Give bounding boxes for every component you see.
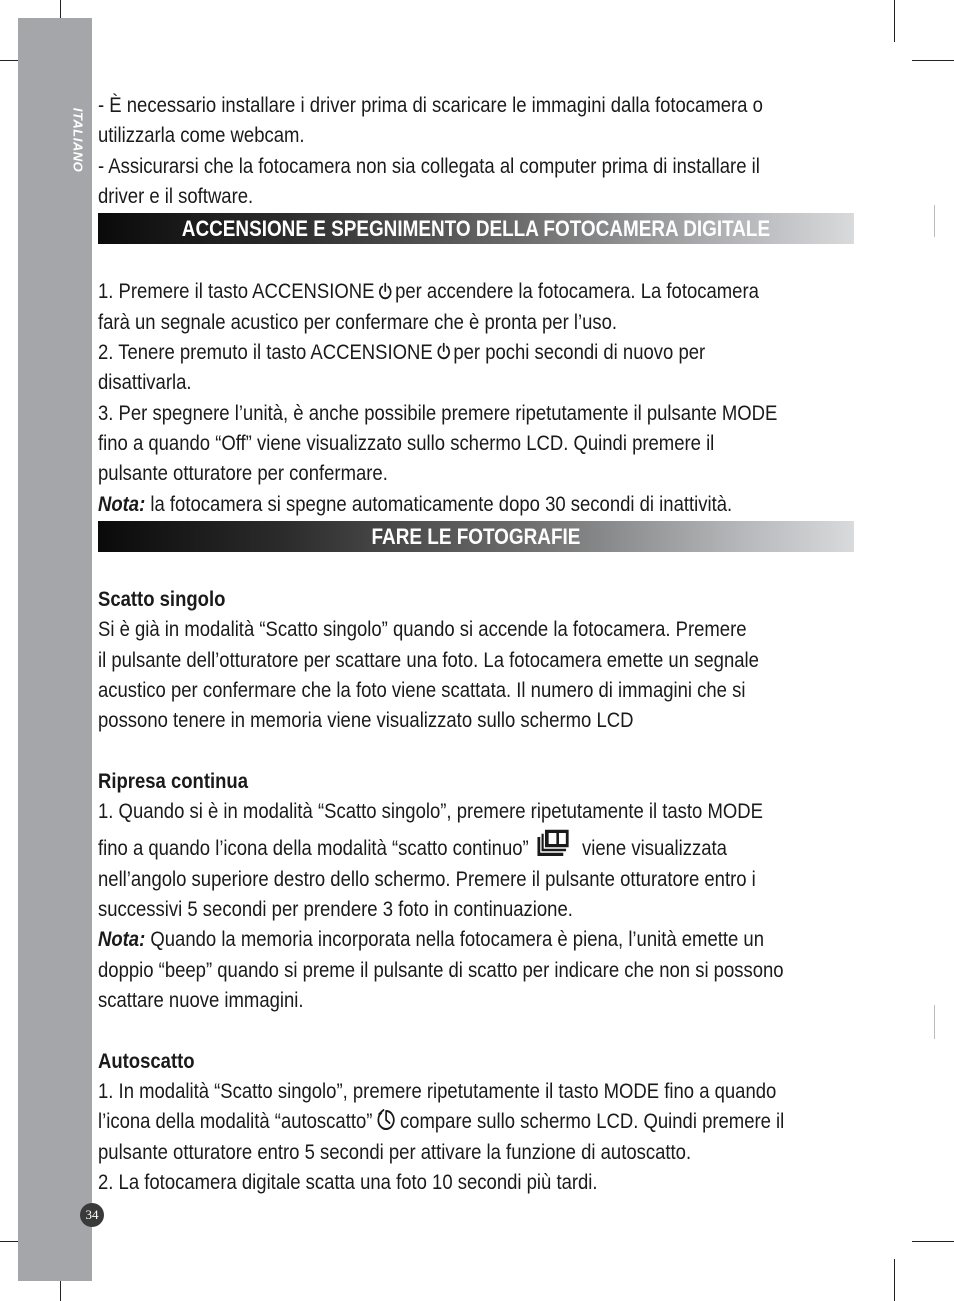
timer-line: pulsante otturatore entro 5 secondi per attivare la funzione di autoscatto.: [98, 1139, 692, 1164]
registration-mark: [934, 205, 935, 237]
crop-mark: [912, 60, 954, 61]
timer-line: 1. In modalità “Scatto singolo”, premere ripetutamente il tasto MODE fino a quando: [98, 1078, 777, 1103]
page-content: [98, 90, 785, 1197]
power-step-2: 2. Tenere premuto il tasto ACCENSIONE per pochi secondi di nuovo per: [98, 340, 706, 365]
burst-note: Nota: Quando la memoria incorporata nella fotocamera è piena, l’unità emette un: [98, 927, 765, 952]
heading-single-shot: Scatto singolo: [98, 587, 226, 612]
crop-mark: [912, 1241, 954, 1242]
self-timer-icon: [376, 1108, 397, 1132]
section-header-power: ACCENSIONE E SPEGNIMENTO DELLA FOTOCAMERA DIGITALE: [98, 213, 854, 244]
power-step-2-cont: disattivarla.: [98, 370, 192, 395]
side-band: [18, 18, 92, 1281]
power-step-1: 1. Premere il tasto ACCENSIONE per accendere la fotocamera. La fotocamera: [98, 279, 759, 304]
language-label: ITALIANO: [70, 107, 86, 173]
intro-line: utilizzarla come webcam.: [98, 123, 305, 148]
timer-line: 2. La fotocamera digitale scatta una foto 10 secondi più tardi.: [98, 1169, 598, 1194]
timer-line: l’icona della modalità “autoscatto” compare sullo schermo LCD. Quindi premere il: [98, 1109, 785, 1134]
intro-line: driver e il software.: [98, 183, 254, 208]
burst-note-cont: doppio “beep” quando si preme il pulsante di scatto per indicare che non si possono: [98, 957, 784, 982]
single-line: possono tenere in memoria viene visualizzato sullo schermo LCD: [98, 708, 634, 733]
page-number: 34: [80, 1203, 104, 1227]
burst-line: successivi 5 secondi per prendere 3 foto in continuazione.: [98, 897, 573, 922]
burst-line: 1. Quando si è in modalità “Scatto singolo”, premere ripetutamente il tasto MODE: [98, 799, 763, 824]
language-tab: [64, 100, 92, 180]
power-step-3: 3. Per spegnere l’unità, è anche possibile premere ripetutamente il pulsante MODE: [98, 400, 778, 425]
burst-note-cont: scattare nuove immagini.: [98, 988, 304, 1013]
registration-mark: [934, 1005, 935, 1039]
power-step-1-cont: farà un segnale acustico per confermare che è pronta per l’uso.: [98, 309, 618, 334]
crop-mark: [894, 1259, 895, 1301]
burst-line: nell’angolo superiore destro dello schermo. Premere il pulsante otturatore entro i: [98, 866, 756, 891]
single-line: acustico per confermare che la foto viene scattata. Il numero di immagini che si: [98, 678, 746, 703]
single-line: il pulsante dell’otturatore per scattare una foto. La fotocamera emette un segnale: [98, 647, 759, 672]
power-icon: [436, 342, 451, 360]
single-line: Si è già in modalità “Scatto singolo” quando si accende la fotocamera. Premere: [98, 617, 747, 642]
power-step-3-cont: fino a quando “Off” viene visualizzato sullo schermo LCD. Quindi premere il: [98, 430, 715, 455]
section-header-photos: FARE LE FOTOGRAFIE: [98, 521, 854, 552]
crop-mark: [894, 0, 895, 42]
heading-burst: Ripresa continua: [98, 768, 249, 793]
intro-line: - Assicurarsi che la fotocamera non sia collegata al computer prima di installare il: [98, 153, 760, 178]
power-icon: [378, 282, 393, 300]
intro-line: - È necessario installare i driver prima di scaricare le immagini dalla fotocamera o: [98, 93, 763, 117]
power-step-3-cont: pulsante otturatore per confermare.: [98, 461, 388, 486]
burst-line: fino a quando l’icona della modalità “scatto continuo” viene visualizzata: [98, 833, 854, 864]
burst-mode-icon: [536, 828, 570, 858]
power-note: Nota: la fotocamera si spegne automaticamente dopo 30 secondi di inattività.: [98, 491, 733, 516]
heading-self-timer: Autoscatto: [98, 1048, 195, 1073]
